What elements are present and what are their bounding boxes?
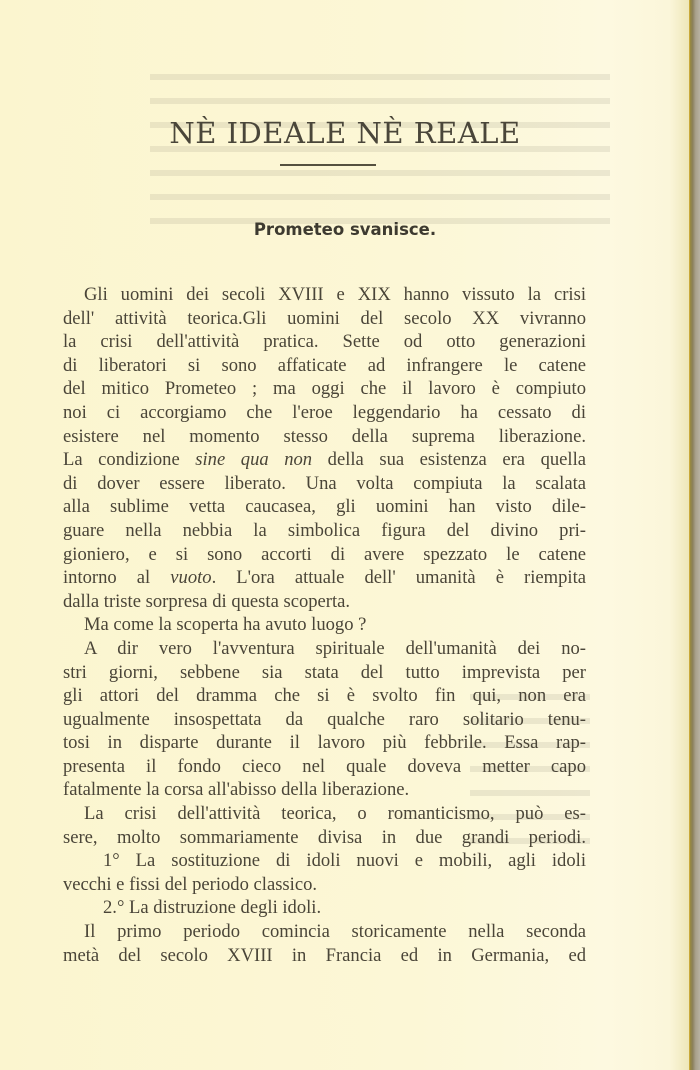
text-line: Ma come la scoperta ha avuto luogo ? <box>84 614 367 636</box>
text-line: La crisi dell'attività teorica, o romanticismo, può es- <box>84 803 586 825</box>
title-rule <box>280 164 376 166</box>
text-line: alla sublime vetta caucasea, gli uomini han visto dile- <box>63 496 586 518</box>
text-line <box>63 448 586 472</box>
paragraph-3 <box>63 637 586 802</box>
paragraph-2 <box>63 613 586 637</box>
text-line <box>63 566 586 590</box>
list-item-2 <box>63 896 586 920</box>
text-line: dell' attività teorica.Gli uomini del secolo XX vivranno <box>63 307 586 329</box>
text-line: 1° La sostituzione di idoli nuovi e mobili, agli idoli <box>103 850 586 872</box>
text-run: della sua esistenza era quella <box>312 449 586 471</box>
text-line: esistere nel momento stesso della suprema liberazione. <box>63 425 586 447</box>
text-line: 2.° La distruzione degli idoli. <box>103 897 322 919</box>
text-line: di liberatori si sono affaticate ad infrangere le catene <box>63 354 586 376</box>
text-line: stri giorni, sebbene sia stata del tutto imprevista per <box>63 661 586 683</box>
text-line: tosi in disparte durante il lavoro più febbrile. Essa rap- <box>63 732 586 754</box>
text-line: fatalmente la corsa all'abisso della liberazione. <box>63 779 410 801</box>
section-title: Prometeo svanisce. <box>253 220 437 239</box>
text-line: gioniero, e si sono accorti di avere spezzato le catene <box>63 543 586 565</box>
text-line: guare nella nebbia la simbolica figura del divino pri- <box>63 519 586 541</box>
italic-phrase: sine qua non <box>195 449 313 471</box>
text-line: Gli uomini dei secoli XVIII e XIX hanno vissuto la crisi <box>84 284 586 305</box>
text-line: di dover essere liberato. Una volta compiuta la scalata <box>63 472 586 494</box>
body-text <box>63 283 586 967</box>
paragraph-4 <box>63 802 586 849</box>
text-line: ugualmente insospettata da qualche raro solitario tenu- <box>63 708 586 730</box>
paragraph-1 <box>63 283 586 613</box>
paragraph-7 <box>63 920 586 967</box>
text-line: noi ci accorgiamo che l'eroe leggendario ha cessato di <box>63 401 586 423</box>
text-run: . L'ora attuale dell' umanità è riempita <box>211 567 586 589</box>
text-line: A dir vero l'avventura spirituale dell'umanità dei no- <box>84 637 586 659</box>
text-line: vecchi e fissi del periodo classico. <box>63 873 318 895</box>
text-line: dalla triste sorpresa di questa scoperta. <box>63 590 351 612</box>
book-spine-edge <box>690 0 700 1070</box>
text-run: La condizione <box>63 449 196 471</box>
text-line: la crisi dell'attività pratica. Sette od otto generazioni <box>63 331 586 353</box>
text-line: presenta il fondo cieco nel quale doveva metter capo <box>63 755 586 777</box>
text-line: del mitico Prometeo ; ma oggi che il lavoro è compiuto <box>63 378 586 400</box>
text-line: metà del secolo XVIII in Francia ed in Germania, ed <box>63 944 586 966</box>
chapter-title: NÈ IDEALE NÈ REALE <box>169 116 521 150</box>
italic-phrase: vuoto <box>170 567 212 589</box>
text-run: intorno al <box>63 567 171 589</box>
text-line: Il primo periodo comincia storicamente nella seconda <box>84 921 586 943</box>
text-line: sere, molto sommariamente divisa in due grandi periodi. <box>63 826 586 848</box>
text-line: gli attori del dramma che si è svolto fin qui, non era <box>63 685 586 707</box>
list-item-1 <box>63 849 586 896</box>
